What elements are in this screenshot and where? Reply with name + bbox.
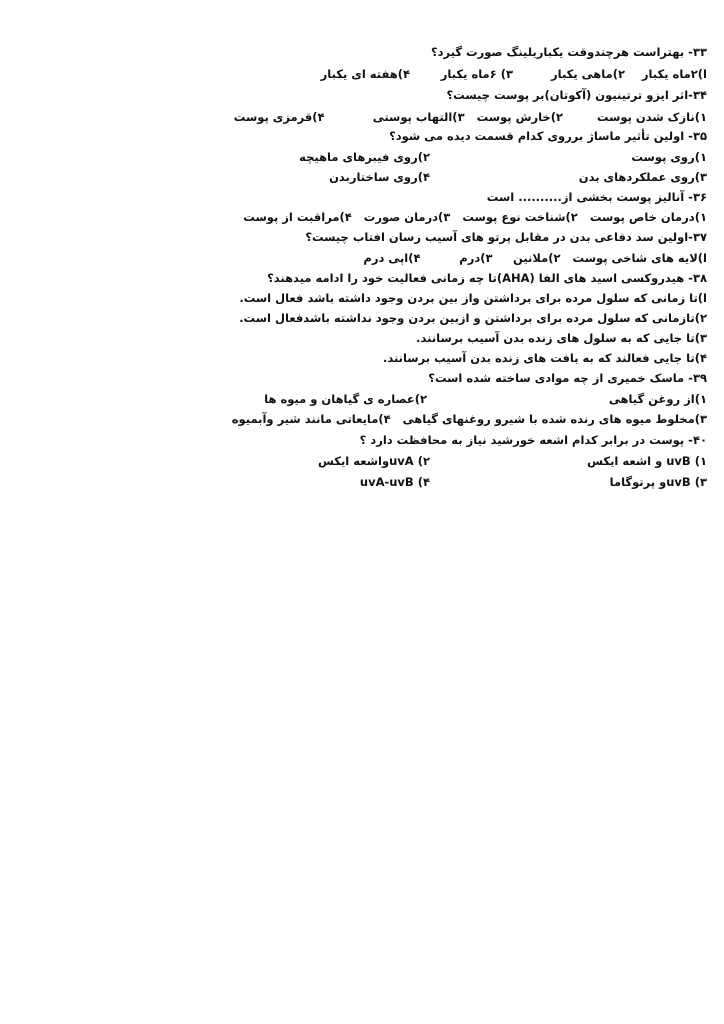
option-36-3: ۳)درمان صورت	[363, 210, 451, 224]
option-37-3: ۳)درم	[459, 251, 493, 265]
option-40-2: ۲) uvAواشعه ایکس	[318, 454, 430, 468]
question-38: ۳۸- هیدروکسی اسید های الفا (AHA)تا چه زمانی فعالیت خود را ادامه میدهند؟	[267, 271, 707, 285]
question-39: ۳۹- ماسک خمیری از چه موادی ساخته شده است؟	[428, 371, 707, 385]
question-34: ۳۴-اثر ایزو ترتینیون (آکوتان)بر پوست چیست؟	[446, 88, 707, 102]
option-37-1: ا)لایه های شاخی پوست	[572, 251, 707, 265]
option-39-2: ۲)عصاره ی گیاهان و میوه ها	[264, 392, 427, 406]
option-33-1: ا)۲ماه یکبار	[641, 67, 707, 81]
option-38-3: ۳)تا جایی که به سلول های زنده بدن آسیب برسانند.	[416, 331, 707, 345]
option-33-2: ۲)ماهی یکبار	[551, 67, 625, 81]
option-36-1: ۱)درمان خاص پوست	[589, 210, 707, 224]
options-row-40a	[306, 453, 707, 469]
question-33: ۳۳- بهتراست هرچندوقت یکباریلینگ صورت گیرد؟	[430, 45, 707, 59]
option-33-3: ۳) ۶ماه یکبار	[440, 67, 513, 81]
question-36: ۳۶- آنالیز پوست بخشی از.......... است	[486, 190, 707, 204]
option-40-3: ۳) uvBو پرتوگاما	[609, 475, 707, 489]
option-34-2: ۲)خارش پوست	[476, 110, 563, 124]
options-row-39b	[220, 411, 707, 427]
options-row-39a	[252, 391, 707, 407]
option-35-4: ۴)روی ساختاربدن	[329, 170, 430, 184]
option-39-3: ۳)مخلوط میوه های رنده شده با شیرو روغنهای گیاهی	[402, 412, 707, 426]
question-37: ۳۷-اولین سد دفاعی بدن در مقابل پرتو های آسیب رسان افتاب چیست؟	[305, 230, 707, 244]
question-35: ۳۵- اولین تأثیر ماساژ برروی کدام قسمت دیده می شود؟	[389, 129, 707, 143]
options-row-37	[351, 250, 707, 266]
option-38-1: ا)تا زمانی که سلول مرده برای برداشتن واز بین بردن وجود داشته باشد فعال است.	[239, 291, 707, 305]
option-39-4: ۴)مایعاتی مانند شیر وآبمیوه	[231, 412, 391, 426]
option-40-4: ۴) uvA-uvB	[359, 475, 430, 489]
option-34-3: ۳)التهاب پوستی	[372, 110, 465, 124]
question-40: ۴۰- پوست در برابر کدام اشعه خورشید نیاز به محافظت دارد ؟	[359, 433, 707, 447]
option-37-2: ۲)ملانین	[513, 251, 561, 265]
option-40-1: ۱) uvB و اشعه ایکس	[587, 454, 707, 468]
option-35-2: ۲)روی فیبرهای ماهیچه	[299, 150, 430, 164]
option-35-3: ۳)روی عملکردهای بدن	[578, 170, 707, 184]
option-39-1: ۱)از روغن گیاهی	[608, 392, 707, 406]
options-row-36	[231, 209, 707, 225]
option-37-4: ۴)اپی درم	[363, 251, 421, 265]
options-row-35b	[317, 169, 707, 185]
option-34-1: ۱)نازک شدن پوست	[596, 110, 707, 124]
option-34-4: ۴)قرمزی پوست	[233, 110, 325, 124]
options-row-33	[309, 66, 707, 82]
option-36-2: ۲)شناخت نوع پوست	[462, 210, 578, 224]
option-33-4: ۴)هفته ای یکبار	[320, 67, 410, 81]
option-36-4: ۴)مراقبت از پوست	[243, 210, 352, 224]
option-38-2: ۲)تازمانی که سلول مرده برای برداشتن و ازبین بردن وجود نداشته باشدفعال است.	[239, 311, 707, 325]
option-38-4: ۴)تا جایی فعالند که به بافت های زنده بدن آسیب برسانند.	[382, 351, 707, 365]
option-35-1: ۱)روی پوست	[631, 150, 707, 164]
options-row-35a	[287, 149, 707, 165]
options-row-34	[222, 109, 707, 125]
options-row-40b	[348, 474, 707, 490]
